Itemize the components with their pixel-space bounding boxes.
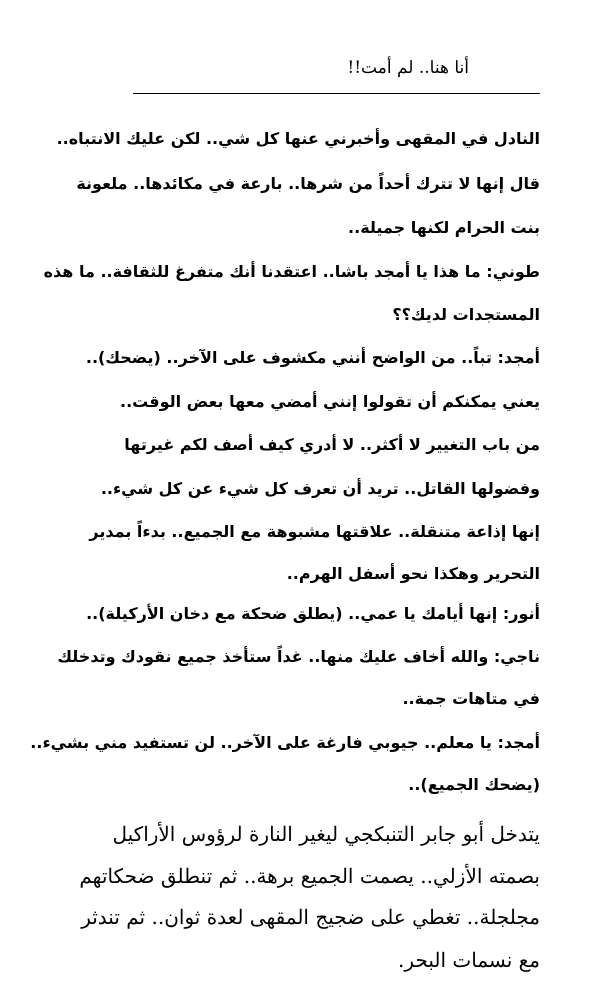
dialogue-line <box>57 131 540 147</box>
header-rule <box>133 93 540 94</box>
dialogue-line <box>402 691 540 707</box>
line-text: وفضولها القاتل.. تريد أن تعرف كل شيء عن كل شيء.. <box>100 479 540 498</box>
speaker-name: أمجد: <box>497 348 540 367</box>
narration-line: مع نسمات البحر. <box>398 948 540 972</box>
speaker-name: أنور: <box>502 604 540 623</box>
line-text: إنها أيامك يا عمي.. (يطلق ضحكة مع دخان الأركيلة).. <box>86 604 498 623</box>
dialogue-line <box>76 176 540 192</box>
line-text: التحرير وهكذا نحو أسفل الهرم.. <box>286 564 540 583</box>
dialogue-line <box>30 735 540 751</box>
line-text: من باب التغيير لا أكثر.. لا أدري كيف أصف لكم غيرتها <box>124 435 540 454</box>
running-header: أنا هنا.. لم أمت!! <box>347 58 469 78</box>
line-text: والله أخاف عليك منها.. غداً ستأخذ جميع نقودك وتدخلك <box>57 647 489 666</box>
dialogue-line <box>120 394 540 410</box>
line-text: بنت الحرام لكنها جميلة.. <box>348 218 540 237</box>
speaker-name: ناجي: <box>493 647 540 666</box>
narration-line: بصمته الأزلي.. يصمت الجميع برهة.. ثم تنطلق ضحكاتهم <box>79 864 540 888</box>
dialogue-line <box>44 264 540 280</box>
dialogue-line <box>101 481 540 497</box>
dialogue-line <box>392 307 540 323</box>
speaker-name: طوني: <box>486 262 540 281</box>
narration-line: مجلجلة.. تغطي على ضجيج المقهى لعدة ثوان.. ثم تندثر <box>81 905 540 929</box>
dialogue-line <box>86 606 540 622</box>
line-text: قال إنها لا تترك أحداً من شرها.. بارعة في مكائدها.. ملعونة <box>76 174 540 193</box>
dialogue-line <box>348 220 540 236</box>
dialogue-line <box>287 566 540 582</box>
dialogue-line <box>57 649 540 665</box>
line-text: تباً.. من الواضح أنني مكشوف على الآخر.. (يضحك).. <box>85 348 492 367</box>
line-text: (يضحك الجميع).. <box>408 775 540 794</box>
line-text: ما هذا يا أمجد باشا.. اعتقدنا أنك متفرغ للثقافة.. ما هذه <box>43 262 481 281</box>
line-text: في متاهات جمة.. <box>402 689 540 708</box>
narration-line: يتدخل أبو جابر التنبكجي ليغير النارة لرؤوس الأراكيل <box>112 822 540 846</box>
dialogue-line <box>408 777 540 793</box>
line-text: النادل في المقهى وأخبرني عنها كل شي.. لكن عليك الانتباه.. <box>56 129 540 148</box>
speaker-name: أمجد: <box>497 733 540 752</box>
line-text: يعني يمكنكم أن تقولوا إنني أمضي معها بعض الوقت.. <box>120 392 540 411</box>
line-text: إنها إذاعة متنقلة.. علاقتها مشبوهة مع الجميع.. بدءاً بمدير <box>89 522 540 541</box>
dialogue-line <box>89 524 540 540</box>
dialogue-line <box>124 437 540 453</box>
dialogue-line <box>86 350 540 366</box>
line-text: المستجدات لديك؟؟ <box>392 305 540 324</box>
line-text: يا معلم.. جيوبي فارغة على الآخر.. لن تستفيد مني بشيء.. <box>30 733 492 752</box>
